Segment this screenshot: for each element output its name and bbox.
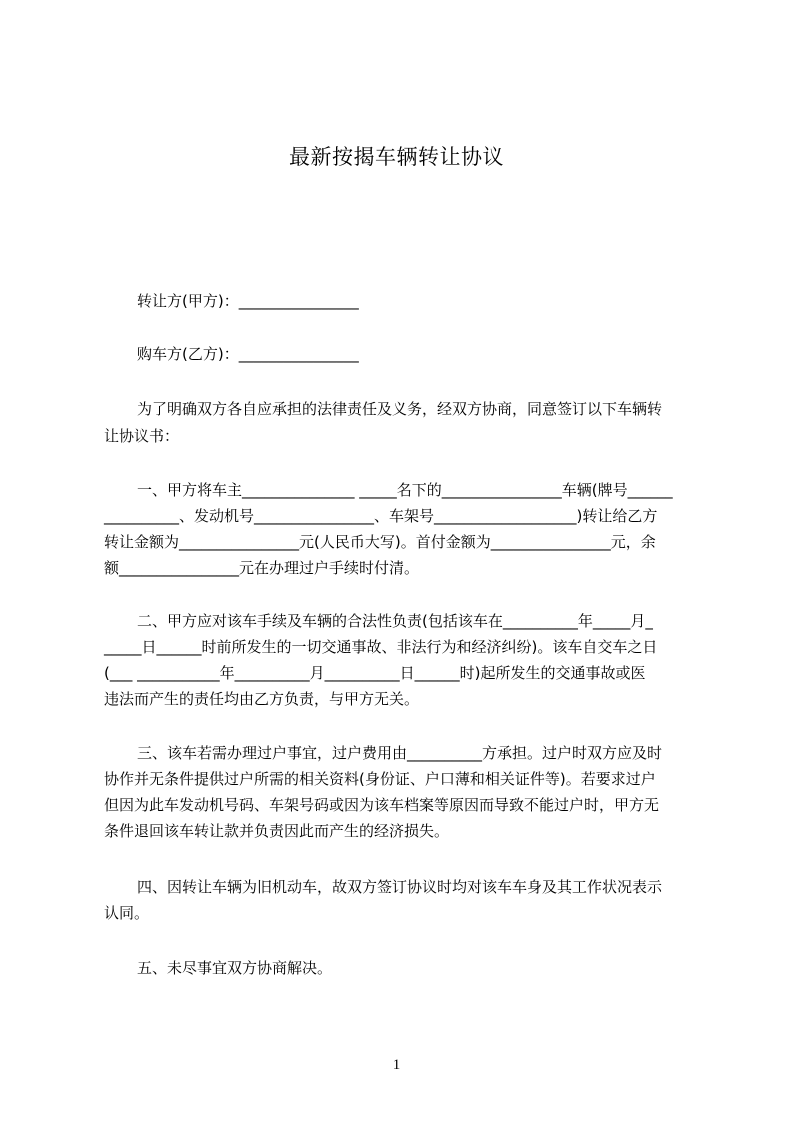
paragraph-line: _____日______时前所发生的一切交通事故、非法行为和经济纠纷)。该车自交车之日 <box>104 638 658 656</box>
paragraph-line: 三、该车若需办理过户事宜，过户费用由__________方承担。过户时双方应及时 <box>137 744 663 762</box>
clause-5-paragraph: 五、未尽事宜双方协商解决。 <box>137 959 333 977</box>
party-b-line: 购车方(乙方)：________________ <box>137 345 359 363</box>
paragraph-line: 协作并无条件提供过户所需的相关资料(身份证、户口薄和相关证件等)。若要求过户 <box>104 770 656 788</box>
paragraph-line: 但因为此车发动机号码、车架号码或因为该车档案等原因而导致不能过户时，甲方无 <box>104 796 660 814</box>
paragraph-line: 四、因转让车辆为旧机动车，故双方签订协议时均对该车车身及其工作状况表示 <box>137 878 663 896</box>
paragraph-line: 一、甲方将车主_______________ _____名下的________________车辆(牌号______ <box>137 481 673 499</box>
paragraph-line: 违法而产生的责任均由乙方负责，与甲方无关。 <box>104 690 420 708</box>
paragraph-line: 条件退回该车转让款并负责因此而产生的经济损失。 <box>104 822 450 840</box>
party-a-line: 转让方(甲方)：________________ <box>137 292 359 310</box>
paragraph-line: __________、发动机号________________、车架号___________________)转让给乙方 <box>104 507 658 525</box>
paragraph-line: 转让金额为________________元(人民币大写)。首付金额为________________元，余 <box>104 533 656 551</box>
paragraph-line: 额________________元在办理过户手续时付清。 <box>104 559 420 577</box>
paragraph-line: 为了明确双方各自应承担的法律责任及义务，经双方协商，同意签订以下车辆转 <box>137 400 663 418</box>
paragraph-line: 让协议书： <box>104 427 180 445</box>
document-title: 最新按揭车辆转让协议 <box>289 145 504 169</box>
page-number: 1 <box>392 1057 401 1073</box>
paragraph-line: 二、甲方应对该车手续及车辆的合法性负责(包括该车在__________年_____月_ <box>137 612 653 630</box>
paragraph-line: 认同。 <box>104 904 150 922</box>
paragraph-line: (___ ___________年__________月__________日______时)起所发生的交通事故或医 <box>104 664 646 682</box>
